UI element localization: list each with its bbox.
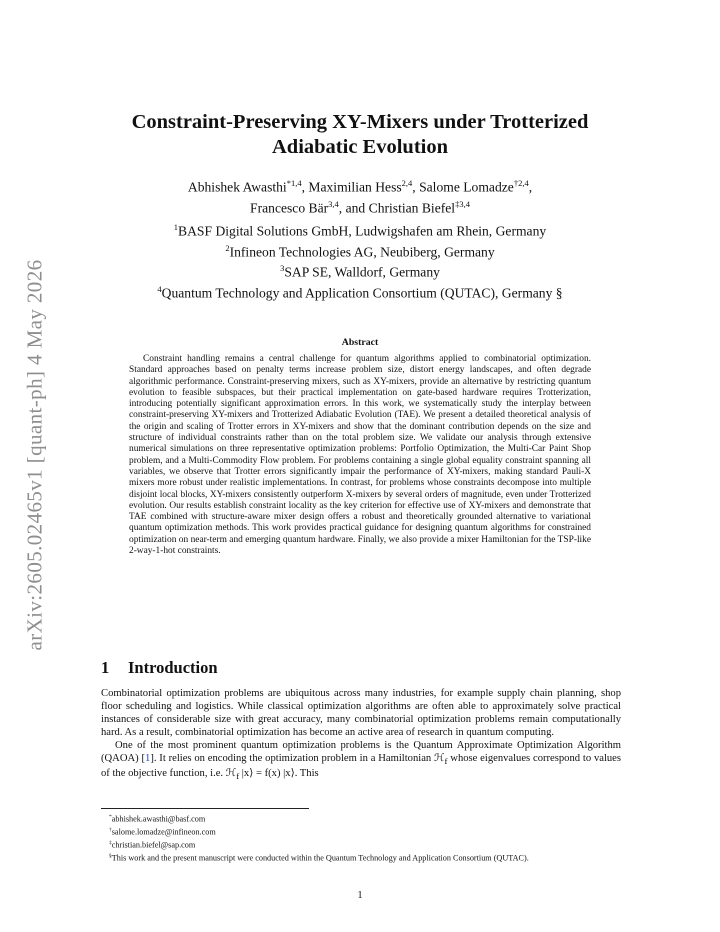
affil-text: SAP SE, Walldorf, Germany (284, 264, 440, 280)
intro-p2-text: whose eigenvalues correspond to values of the objective function, i.e. ℋ (101, 752, 622, 779)
title-line-2: Adiabatic Evolution (272, 136, 448, 158)
author-name: Maximilian Hess (308, 179, 402, 195)
footnote (101, 851, 621, 864)
affil-text: Infineon Technologies AG, Neubiberg, Germany (229, 244, 495, 260)
math-subscript: f (236, 770, 240, 781)
affil-text: BASF Digital Solutions GmbH, Ludwigshafen am Rhein, Germany (178, 223, 547, 239)
author-name: Francesco Bär (250, 200, 329, 216)
affiliation-line (100, 240, 620, 261)
author-affil-mark: †2,4 (513, 178, 529, 188)
arxiv-watermark (20, 250, 50, 660)
intro-p2-text: One of the most prominent quantum optimization problems is the Quantum Approximate Optimization Algorithm (QAOA) [ (101, 739, 621, 764)
affil-mark: 1 (173, 222, 179, 232)
author-list (100, 175, 620, 216)
author-affil-mark: ‡3,4 (455, 198, 470, 209)
section-number: 1 (101, 658, 110, 677)
section-heading (101, 658, 501, 678)
affil-text: Quantum Technology and Application Consortium (QUTAC), Germany (161, 285, 553, 301)
abstract-body: Constraint handling remains a central challenge for quantum algorithms applied to combinatorial optimization. Standard approaches based on penalty terms increase problem size, distort energy landscapes, and often degrade algorithmic performance. Constraint-preserving mixers, such as XY-mixers, provide an alternative by restricting quantum evolution to feasible subspaces, but their practical implementation on gate-based hardware requires Trotterization, introducing potentially significant approximation errors. In this work, we systematically study the interplay between constraint-preserving XY-mixers and Trotterized Adiabatic Evolution (TAE). We present a detailed theoretical analysis of the origin and scaling of Trotter errors in XY-mixers and show that the dominant contribution depends on the size and structure of individual constraints rather than on the total problem size. We validate our analysis through extensive numerical simulations on three representative optimization problems: Portfolio Optimization, the Multi-Car Paint Shop problem, and a Multi-Commodity Flow problem. For problems containing a single global equality constraint spanning all variables, we observe that Trotter errors significantly impair the performance of XY-mixers, making standard Pauli-X mixers more robust under realistic implementations. In contrast, for problems whose constraints decompose into multiple disjoint local blocks, XY-mixers consistently outperform X-mixers by several orders of magnitude, even under Trotterized evolution. Our results establish constraint locality as the key criterion for effective use of XY-mixers and demonstrate that TAE combined with structure-aware mixer design offers a robust and theoretically grounded alternative to variational quantum optimization methods. This work provides practical guidance for designing quantum algorithms for constrained optimization on near-term and emerging quantum hardware. Finally, we also provide a mixer Hamiltonian for the TSP-like 2-way-1-hot constraints. (129, 354, 591, 557)
abstract-heading: Abstract (341, 337, 379, 348)
affil-footnote-mark: § (552, 285, 563, 301)
author-separator: , (528, 179, 533, 195)
footnote-text: christian.biefel@sap.com (111, 840, 196, 850)
math-subscript: f (444, 755, 448, 766)
footnote-text: This work and the present manuscript were conducted within the Quantum Technology and Application Consortium (QUTAC). (111, 853, 529, 863)
affiliation-list (100, 219, 620, 301)
footnote (101, 838, 621, 851)
author-affil-mark: 3,4 (328, 198, 339, 209)
affiliation-line (100, 219, 620, 240)
introduction-body (101, 688, 621, 783)
citation-link[interactable]: 1 (145, 752, 151, 764)
author-separator: , and (338, 200, 369, 216)
footnotes (101, 812, 621, 864)
footnote-mark: § (109, 852, 112, 859)
page-number: 1 (357, 890, 363, 901)
footnote (101, 812, 621, 825)
author-separator: , (301, 179, 309, 195)
arxiv-id-text: arXiv:2605.02465v1 [quant-ph] 4 May 2026 (22, 259, 47, 651)
author-affil-mark: 2,4 (401, 178, 413, 188)
intro-paragraph-1: Combinatorial optimization problems are ubiquitous across many industries, for example supply chain planning, shop floor scheduling and logistics. While classical optimization algorithms are often able to approximately solve practical instances of considerable size with great accuracy, many combinatorial optimization problems remain computationally hard. As a result, combinatorial optimization has become an active area of research in quantum computing. (101, 688, 621, 738)
affil-mark: 2 (225, 242, 230, 253)
footnote-rule (101, 808, 309, 809)
footnote-mark: * (109, 814, 112, 820)
footnote-mark: † (109, 826, 112, 833)
footnote-text: salome.lomadze@infineon.com (111, 827, 216, 837)
intro-p2-text: ]. It relies on encoding the optimization problem in a Hamiltonian ℋ (150, 752, 445, 764)
author-affil-mark: *1,4 (286, 178, 302, 188)
footnote-text: abhishek.awasthi@basf.com (111, 814, 206, 824)
title-line-1: Constraint-Preserving XY-Mixers under Trotterized (131, 111, 589, 133)
affil-mark: 3 (280, 263, 285, 274)
author-name: Abhishek Awasthi (187, 179, 287, 195)
author-name: Christian Biefel (368, 200, 456, 216)
footnote-mark: ‡ (109, 839, 112, 846)
author-name: Salome Lomadze (419, 179, 514, 195)
intro-paragraph-2 (101, 740, 621, 783)
intro-p2-text: |x⟩ = f(x) |x⟩. This (239, 767, 319, 779)
footnote (101, 825, 621, 838)
affiliation-line (100, 260, 620, 281)
author-separator: , (412, 179, 420, 195)
affiliation-line (100, 281, 620, 302)
paper-title (100, 110, 620, 160)
affil-mark: 4 (157, 283, 162, 294)
section-title: Introduction (128, 658, 218, 677)
